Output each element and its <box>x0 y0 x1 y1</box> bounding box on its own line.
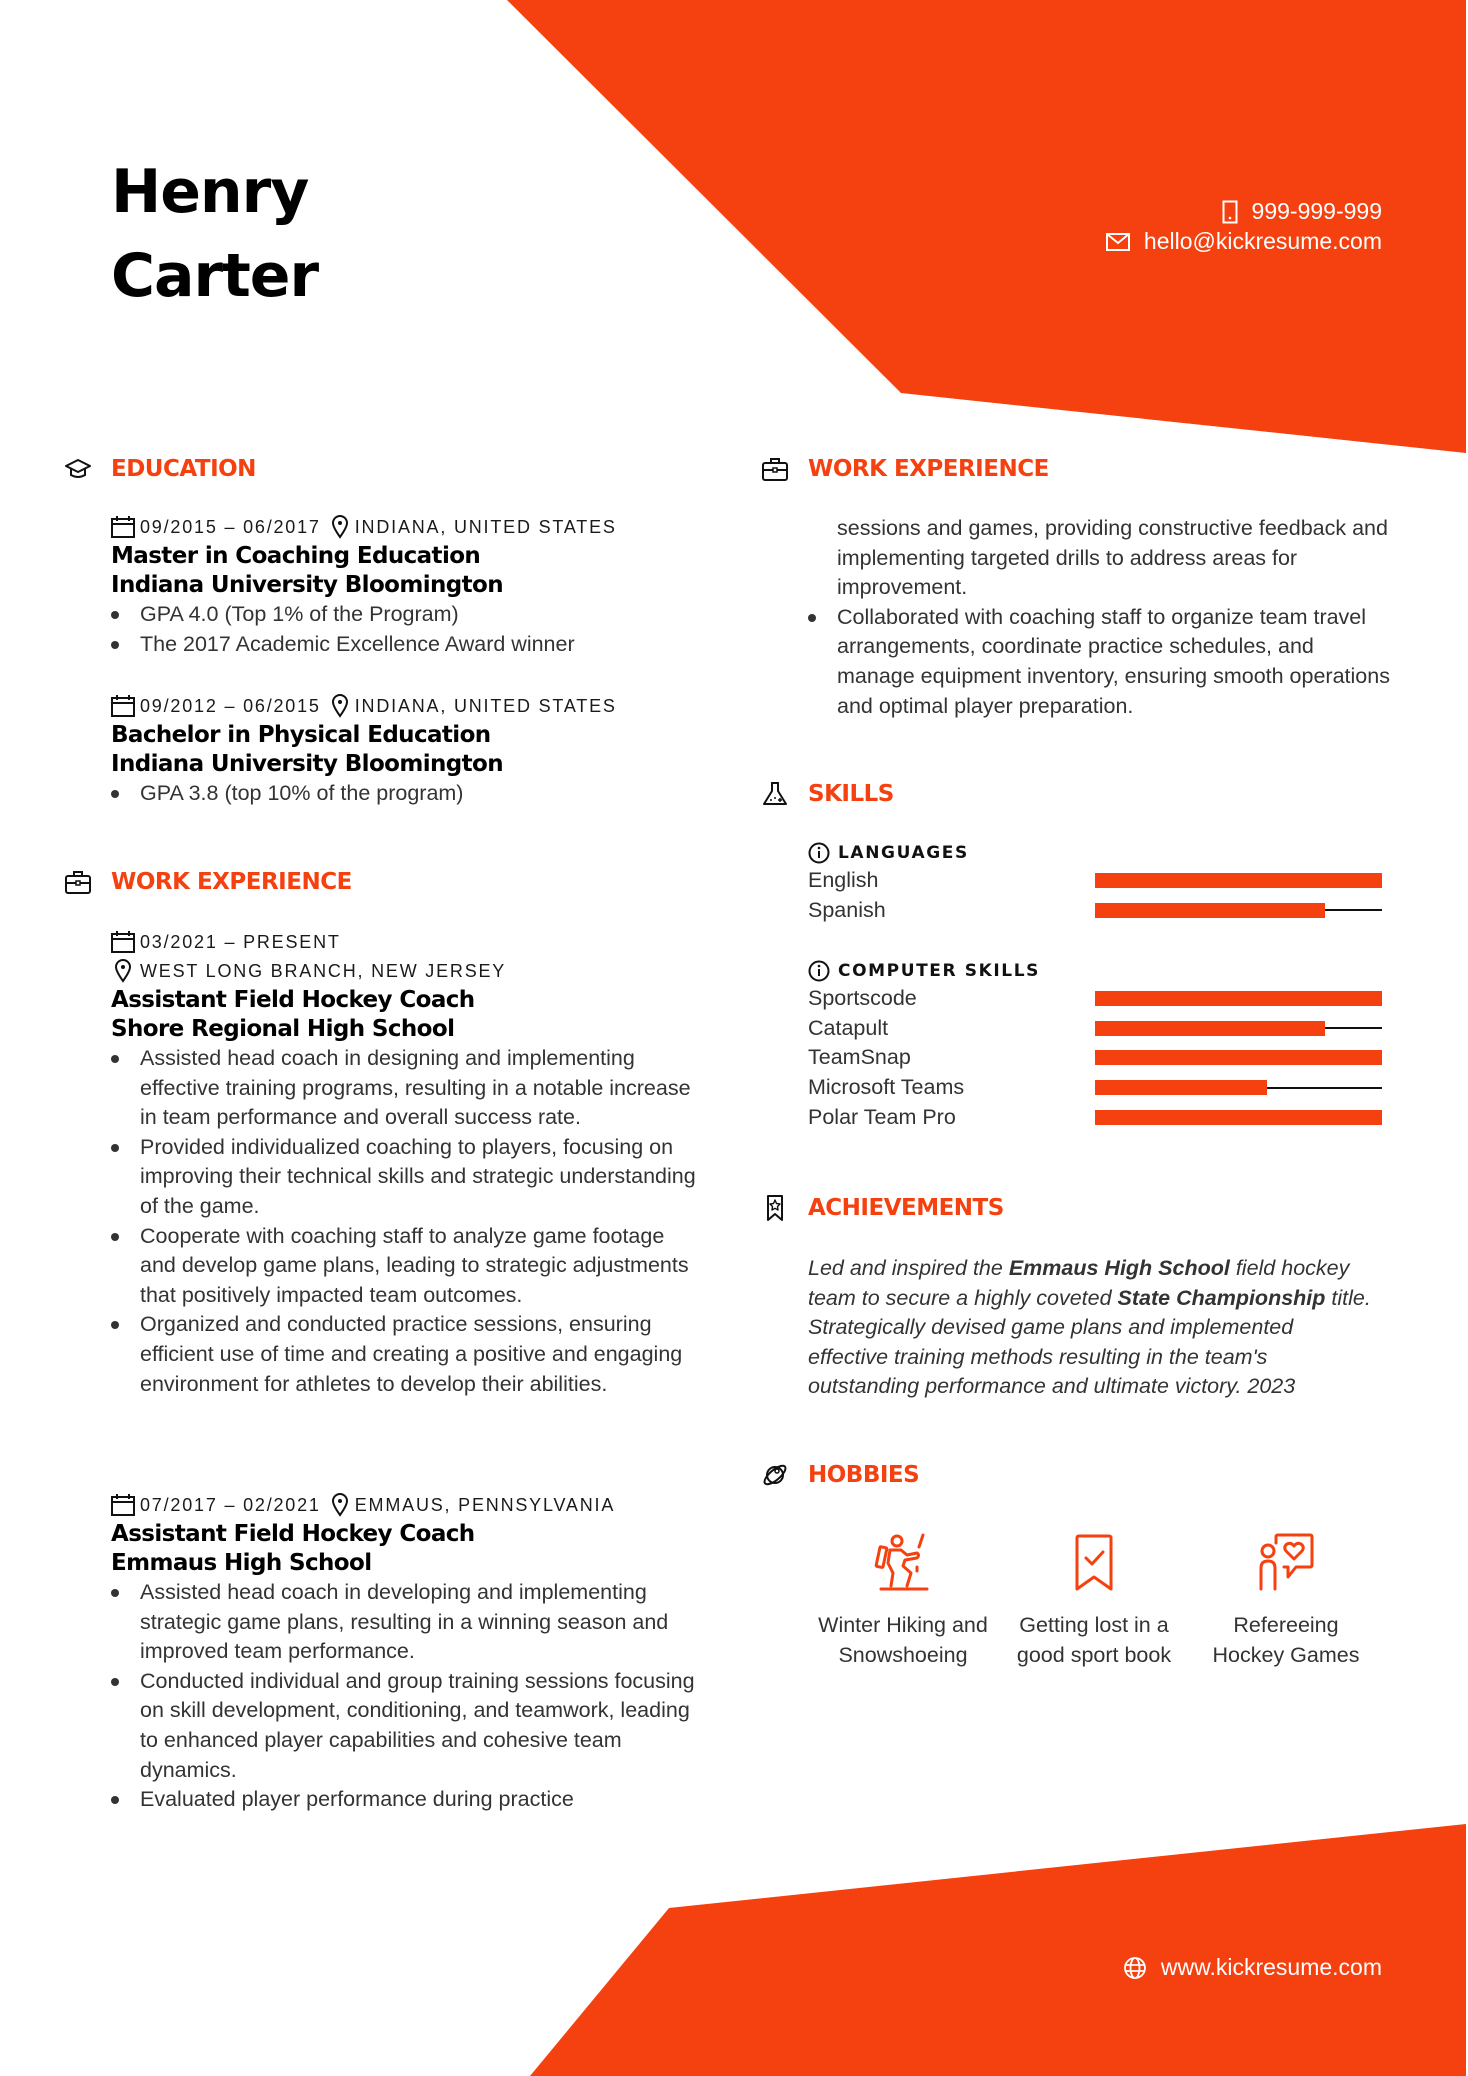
bookmark-star-icon <box>761 1194 789 1222</box>
job-bullet: Collaborated with coaching staff to organize team travel arrangements, coordinate practice schedules, and manage equipment inventory, ensuring smooth operations and optimal player preparation. <box>808 603 1393 721</box>
skill-row <box>808 1102 1382 1132</box>
calendar-icon <box>111 931 135 953</box>
achievement-part: title. Strategically devised game plans and implemented effective training methods resulting in the team's outstanding performance and ultimate victory. 2023 <box>808 1285 1371 1399</box>
education-bullet: GPA 3.8 (top 10% of the program) <box>111 779 691 809</box>
education-meta <box>111 694 691 718</box>
skill-row <box>808 896 1382 926</box>
job-bullet: Provided individualized coaching to players, focusing on improving their technical skills and strategic understanding of the game. <box>111 1133 696 1222</box>
skill-level-bar <box>1095 903 1382 918</box>
calendar-icon <box>111 516 135 538</box>
education-school: Indiana University Bloomington <box>111 572 504 598</box>
skill-name: Catapult <box>808 1015 889 1040</box>
skill-name: TeamSnap <box>808 1045 911 1070</box>
calendar-icon <box>111 695 135 717</box>
job-location: EMMAUS, PENNSYLVANIA <box>354 1494 616 1515</box>
skill-group-computer <box>808 958 1382 1132</box>
work-continued-heading: WORK EXPERIENCE <box>808 456 1049 482</box>
hobby-item <box>1201 1533 1371 1670</box>
phone-number[interactable]: 999-999-999 <box>1251 198 1382 224</box>
job-continued <box>808 514 1393 721</box>
education-degree: Master in Coaching Education <box>111 543 481 569</box>
skill-level-fill <box>1095 1021 1325 1036</box>
job-bullets-continued <box>808 603 1393 721</box>
skill-name: Spanish <box>808 897 886 922</box>
job-dates: 07/2017 – 02/2021 <box>140 1494 321 1515</box>
job-employer: Emmaus High School <box>111 1550 372 1576</box>
location-pin-icon <box>331 515 349 539</box>
education-location: INDIANA, UNITED STATES <box>354 695 617 716</box>
person-heart-bubble-icon <box>1256 1533 1316 1593</box>
job-dates: 03/2021 – PRESENT <box>140 931 341 952</box>
location-pin-icon <box>114 959 132 983</box>
skill-row <box>808 1073 1382 1103</box>
skill-level-fill <box>1095 1080 1267 1095</box>
skill-level-bar <box>1095 1080 1382 1095</box>
skill-name: Polar Team Pro <box>808 1104 956 1129</box>
graduation-cap-icon <box>64 455 92 483</box>
phone-icon <box>1222 200 1238 224</box>
website-contact <box>1123 1954 1382 1981</box>
achievement-part: field hockey team to secure a highly coveted <box>808 1256 1350 1310</box>
last-name: Carter <box>111 241 319 311</box>
job-bullet: Cooperate with coaching staff to analyze game footage and develop game plans, leading to strategic adjustments that positively impacted team outcomes. <box>111 1222 696 1311</box>
skill-group-title <box>808 840 1382 866</box>
job-bullets <box>111 1044 696 1399</box>
skill-level-bar <box>1095 1021 1382 1036</box>
job-dates-row <box>111 930 691 954</box>
job-bullet: Conducted individual and group training sessions focusing on skill development, conditioning, and teamwork, leading to enhanced player capabilities and cohesive team dynamics. <box>111 1667 696 1785</box>
envelope-icon <box>1106 233 1130 251</box>
location-pin-icon <box>331 1493 349 1517</box>
job-employer: Shore Regional High School <box>111 1016 455 1042</box>
work-heading: WORK EXPERIENCE <box>111 869 352 895</box>
education-dates: 09/2015 – 06/2017 <box>140 516 321 537</box>
skill-list <box>808 984 1382 1132</box>
job-item <box>111 1493 696 1815</box>
location-pin-icon <box>331 694 349 718</box>
work-section-heading <box>64 867 464 897</box>
hobby-label: Refereeing Hockey Games <box>1212 1613 1360 1667</box>
education-item <box>111 694 691 809</box>
calendar-icon <box>111 1494 135 1516</box>
job-location: WEST LONG BRANCH, NEW JERSEY <box>140 960 507 981</box>
job-item <box>111 930 696 1399</box>
skill-group-name: COMPUTER SKILLS <box>838 961 1040 981</box>
education-bullets <box>111 600 691 659</box>
achievement-part-bold: Emmaus High School <box>1008 1256 1230 1280</box>
skill-group-name: LANGUAGES <box>838 843 969 863</box>
hobbies-section-heading <box>761 1460 1161 1490</box>
email-contact <box>1106 228 1382 255</box>
skill-row <box>808 984 1382 1014</box>
candidate-name <box>111 150 318 318</box>
skill-name: English <box>808 868 879 893</box>
skill-level-bar <box>1095 873 1382 888</box>
achievement-part-bold: State Championship <box>1117 1285 1326 1310</box>
skill-row <box>808 1014 1382 1044</box>
achievement-text <box>808 1254 1378 1402</box>
first-name: Henry <box>111 157 309 227</box>
job-bullet-continued: sessions and games, providing constructive feedback and implementing targeted drills to address areas for improvement. <box>837 516 1388 600</box>
achievement-part: Led and inspired the <box>808 1256 1009 1280</box>
info-icon <box>808 842 830 864</box>
job-bullet: Assisted head coach in designing and implementing effective training programs, resulting in a notable increase in team performance and overall success rate. <box>111 1044 696 1133</box>
education-dates: 09/2012 – 06/2015 <box>140 695 321 716</box>
work-continued-section-heading <box>761 454 1161 484</box>
education-bullet: The 2017 Academic Excellence Award winner <box>111 630 691 660</box>
briefcase-icon <box>761 455 789 483</box>
job-bullet: Evaluated player performance during practice <box>111 1785 696 1815</box>
achievements-heading: ACHIEVEMENTS <box>808 1195 1004 1221</box>
job-bullets <box>111 1578 696 1815</box>
achievements-section-heading <box>761 1193 1161 1223</box>
flask-icon <box>761 780 789 808</box>
education-meta <box>111 515 691 539</box>
skill-level-fill <box>1095 1050 1382 1065</box>
skill-level-fill <box>1095 873 1382 888</box>
hobby-label: Winter Hiking and Snowshoeing <box>818 1613 988 1667</box>
skill-level-bar <box>1095 1110 1382 1125</box>
education-degree: Bachelor in Physical Education <box>111 722 491 748</box>
hiker-icon <box>873 1533 933 1593</box>
education-section-heading <box>64 454 464 484</box>
education-location: INDIANA, UNITED STATES <box>354 516 617 537</box>
hobby-item <box>818 1533 988 1670</box>
education-bullet: GPA 4.0 (Top 1% of the Program) <box>111 600 691 630</box>
phone-contact <box>1222 198 1382 225</box>
job-bullet: Assisted head coach in developing and implementing strategic game plans, resulting in a winning season and improved team performance. <box>111 1578 696 1667</box>
skill-level-bar <box>1095 991 1382 1006</box>
footer-orange-shape <box>530 1824 1466 2076</box>
hobbies-heading: HOBBIES <box>808 1462 920 1488</box>
job-bullet: Organized and conducted practice sessions, ensuring efficient use of time and creating a positive and engaging environment for athletes to develop their abilities. <box>111 1310 696 1399</box>
skill-level-fill <box>1095 1110 1382 1125</box>
education-item <box>111 515 691 659</box>
skill-list <box>808 866 1382 925</box>
website-link[interactable]: www.kickresume.com <box>1160 1954 1382 1980</box>
hobby-label: Getting lost in a good sport book <box>1016 1613 1172 1667</box>
skill-level-fill <box>1095 991 1382 1006</box>
education-school: Indiana University Bloomington <box>111 751 504 777</box>
skill-level-fill <box>1095 903 1325 918</box>
bookmark-check-icon <box>1064 1533 1124 1593</box>
header-orange-shape <box>507 0 1466 453</box>
globe-icon <box>1123 1956 1147 1980</box>
skill-level-bar <box>1095 1050 1382 1065</box>
job-title: Assistant Field Hockey Coach <box>111 1521 475 1547</box>
job-location-row <box>111 959 691 983</box>
education-bullets <box>111 779 691 809</box>
skill-row <box>808 1043 1382 1073</box>
job-meta <box>111 1493 696 1517</box>
email-address[interactable]: hello@kickresume.com <box>1143 228 1382 254</box>
skill-name: Microsoft Teams <box>808 1075 965 1100</box>
skills-section-heading <box>761 779 1161 809</box>
skill-group-languages <box>808 840 1382 925</box>
hobby-item <box>1009 1533 1179 1670</box>
job-title: Assistant Field Hockey Coach <box>111 987 475 1013</box>
skills-heading: SKILLS <box>808 781 894 807</box>
briefcase-icon <box>64 868 92 896</box>
info-icon <box>808 960 830 982</box>
skill-row <box>808 866 1382 896</box>
planet-icon <box>761 1461 789 1489</box>
skill-name: Sportscode <box>808 986 917 1011</box>
skill-group-title <box>808 958 1382 984</box>
education-heading: EDUCATION <box>111 456 256 482</box>
